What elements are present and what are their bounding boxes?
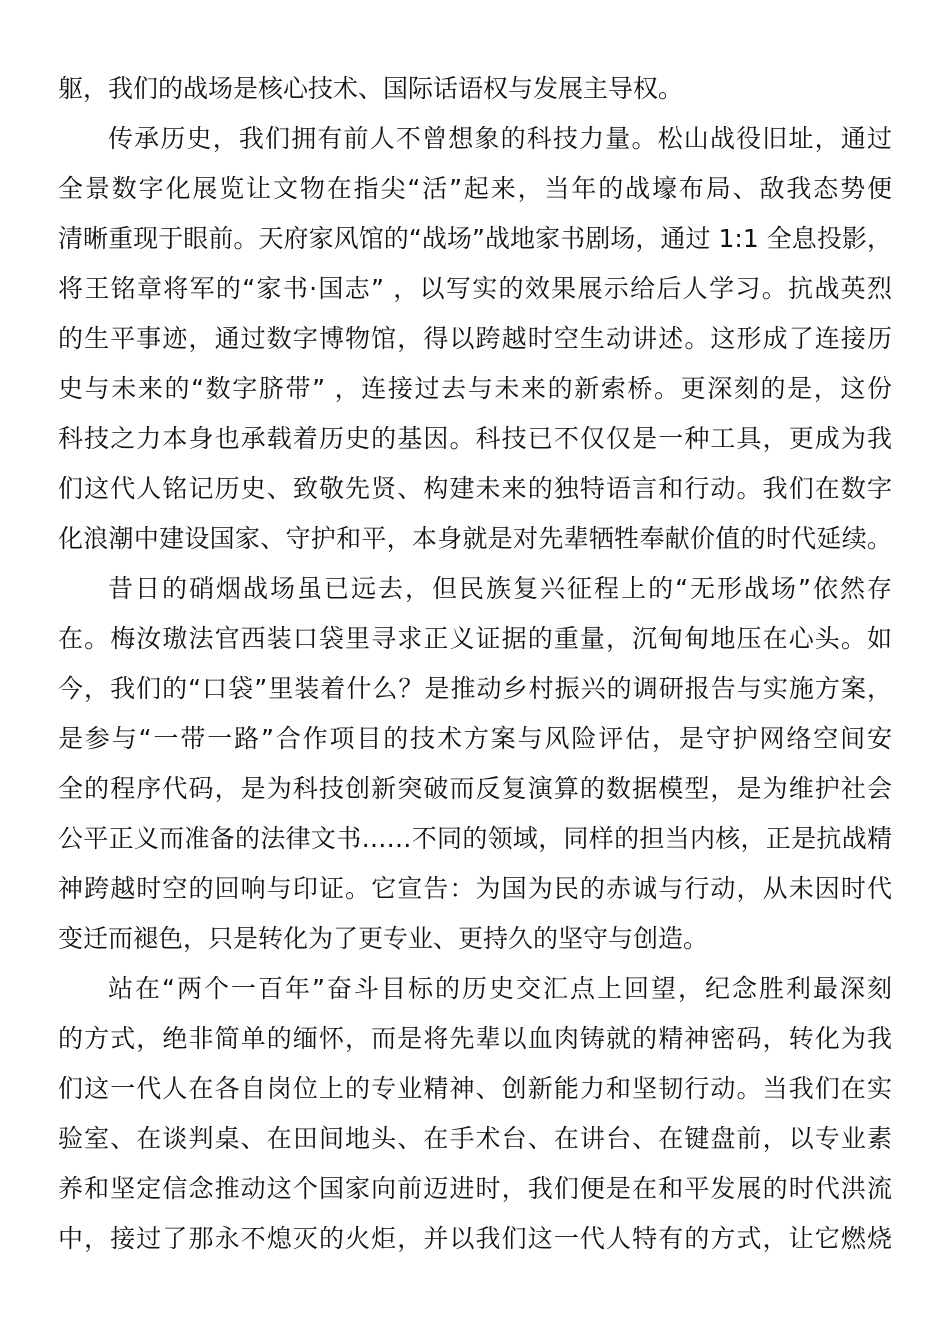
- text-line: 养和坚定信念推动这个国家向前迈进时，我们便是在和平发展的时代洪流: [58, 1174, 892, 1203]
- text-line: 在。梅汝璈法官西装口袋里寻求正义证据的重量，沉甸甸地压在心头。如: [58, 624, 892, 653]
- text-line: 的方式，绝非简单的缅怀，而是将先辈以血肉铸就的精神密码，转化为我: [58, 1024, 892, 1053]
- text-line: 验室、在谈判桌、在田间地头、在手术台、在讲台、在键盘前，以专业素: [58, 1124, 892, 1153]
- paragraph-2: [58, 114, 892, 564]
- text-line: 清晰重现于眼前。天府家风馆的“战场”战地家书剧场，通过 1:1 全息投影，: [58, 224, 892, 253]
- text-line: 躯，我们的战场是核心技术、国际话语权与发展主导权。: [58, 74, 684, 103]
- text-line: 史与未来的“数字脐带” ，连接过去与未来的新索桥。更深刻的是，这份: [58, 374, 892, 403]
- text-line: 是参与“一带一路”合作项目的技术方案与风险评估，是守护网络空间安: [58, 724, 892, 753]
- text-line: 化浪潮中建设国家、守护和平，本身就是对先辈牺牲奉献价值的时代延续。: [58, 524, 892, 553]
- paragraph-3: [58, 564, 892, 964]
- text-line: 站在“两个一百年”奋斗目标的历史交汇点上回望，纪念胜利最深刻: [108, 974, 892, 1003]
- text-line: 公平正义而准备的法律文书……不同的领域，同样的担当内核，正是抗战精: [58, 824, 892, 853]
- paragraph-1: [58, 64, 892, 114]
- text-line: 全的程序代码，是为科技创新突破而反复演算的数据模型，是为维护社会: [58, 774, 892, 803]
- text-line: 们这一代人在各自岗位上的专业精神、创新能力和坚韧行动。当我们在实: [58, 1074, 892, 1103]
- text-line: 传承历史，我们拥有前人不曾想象的科技力量。松山战役旧址，通过: [108, 124, 892, 153]
- text-line: 将王铭章将军的“家书·国志” ，以写实的效果展示给后人学习。抗战英烈: [58, 274, 892, 303]
- text-line: 神跨越时空的回响与印证。它宣告：为国为民的赤诚与行动，从未因时代: [58, 874, 892, 903]
- paragraph-4: [58, 964, 892, 1264]
- text-line: 科技之力本身也承载着历史的基因。科技已不仅仅是一种工具，更成为我: [58, 424, 892, 453]
- text-line: 全景数字化展览让文物在指尖“活”起来，当年的战壕布局、敌我态势便: [58, 174, 892, 203]
- text-line: 们这代人铭记历史、致敬先贤、构建未来的独特语言和行动。我们在数字: [58, 474, 892, 503]
- text-line: 昔日的硝烟战场虽已远去，但民族复兴征程上的“无形战场”依然存: [108, 574, 892, 603]
- text-line: 中，接过了那永不熄灭的火炬，并以我们这一代人特有的方式，让它燃烧: [58, 1224, 892, 1253]
- text-line: 变迁而褪色，只是转化为了更专业、更持久的坚守与创造。: [58, 924, 709, 953]
- text-line: 今，我们的“口袋”里装着什么？是推动乡村振兴的调研报告与实施方案，: [58, 674, 892, 703]
- document-page: [58, 64, 892, 1264]
- text-line: 的生平事迹，通过数字博物馆，得以跨越时空生动讲述。这形成了连接历: [58, 324, 892, 353]
